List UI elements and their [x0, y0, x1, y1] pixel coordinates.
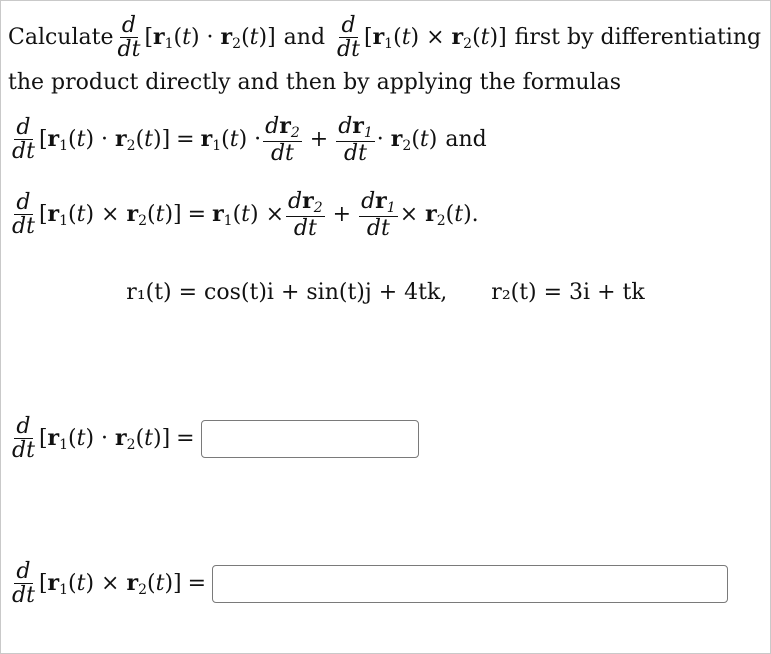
prompt-line-1	[8, 14, 761, 61]
derivative-operator: $\frac{d}{dt}$	[337, 13, 360, 63]
derivative-operator: $\frac{d}{dt}$	[117, 13, 141, 63]
first-phrase: first by differentiating	[514, 25, 762, 51]
prompt-text-2: the product directly and then by applying the formulas	[8, 70, 622, 95]
r1-definition: r₁(t) = cos(t)i + sin(t)j + 4tk,	[126, 280, 448, 305]
dot-answer-input[interactable]	[201, 420, 419, 458]
prompt-line-2	[8, 70, 621, 95]
cross-answer-input[interactable]	[212, 565, 728, 603]
period: .	[471, 202, 479, 228]
r2-definition: r₂(t) = 3i + tk	[491, 280, 645, 305]
cross-product-formula: $\frac{d}{dt}$ $[r_1(t) \times r_2(t)]$ = $r_1(t)$ × $\frac{dr_2}{dt}$ + $\frac{dr_1}{dt}$ × $r_2(t)$ .	[12, 188, 479, 241]
and-word: and	[283, 25, 326, 51]
calculate-word: Calculate	[8, 25, 114, 51]
cross-product-expression: $[r_1(t) \times r_2(t)]$	[363, 23, 507, 52]
cross-answer-row: $\frac{d}{dt}$ $[r_1(t) \times r_2(t)]$ =	[8, 560, 728, 607]
dot-answer-row: $\frac{d}{dt}$ $[r_1(t) \cdot r_2(t)]$ =	[8, 415, 419, 462]
dot-product-formula: $\frac{d}{dt}$ $[r_1(t) \cdot r_2(t)]$ = $r_1(t)$ · $\frac{dr_2}{dt}$ + $\frac{dr_1}{dt}$ · $r_2(t)$ and	[12, 113, 487, 166]
vector-definitions	[0, 280, 771, 305]
dot-product-expression: $[r_1(t) \cdot r_2(t)]$	[144, 23, 276, 52]
and-word-2: and	[445, 127, 487, 153]
